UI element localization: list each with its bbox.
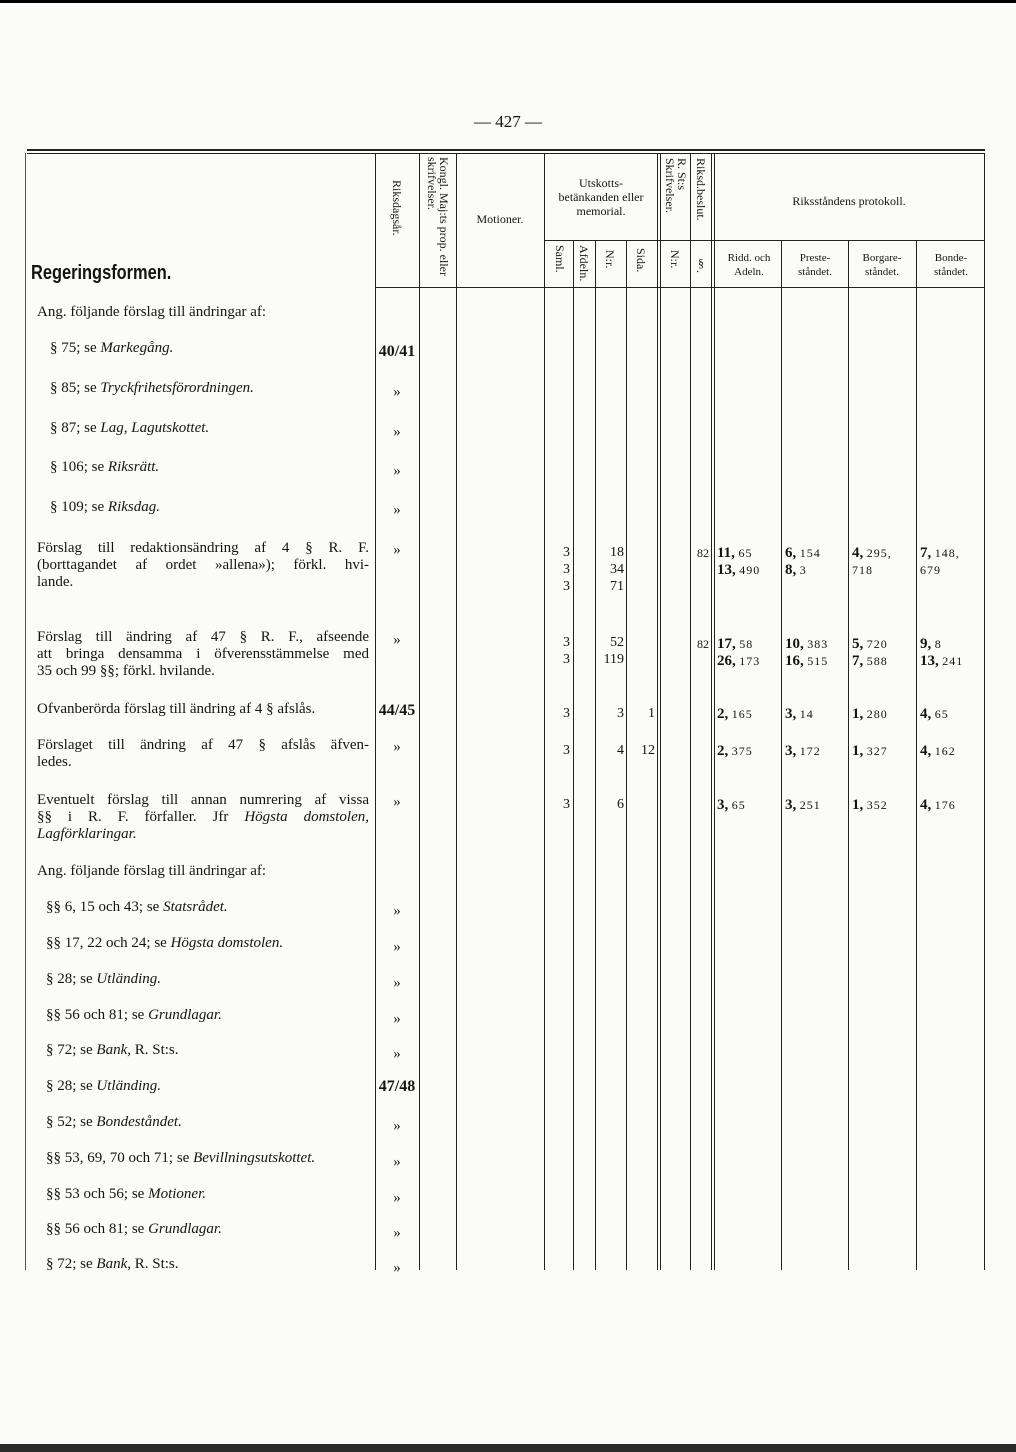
header-kongl-prop: Kongl. Maj:ts prop. eller skrifvelser. bbox=[425, 157, 451, 276]
saml-value: 3 bbox=[563, 635, 570, 650]
saml-value: 3 bbox=[563, 562, 570, 577]
bonde-ref: 9, 8 bbox=[920, 636, 942, 652]
row-entry: § 75; se Markegång. bbox=[50, 340, 174, 356]
header-rst-nr: N:r. bbox=[668, 250, 682, 269]
nr-value: 18 bbox=[610, 545, 624, 560]
para-value: 82 bbox=[697, 637, 709, 651]
borgare-ref: 1, 327 bbox=[852, 743, 888, 759]
para-value: 82 bbox=[697, 546, 709, 560]
nr-value: 6 bbox=[617, 797, 624, 812]
saml-value: 3 bbox=[563, 579, 570, 594]
bonde-ref: 7, 148, bbox=[920, 545, 960, 561]
header-ridd-adeln: Ridd. och Adeln. bbox=[727, 252, 771, 278]
bonde-ref: 4, 65 bbox=[920, 706, 949, 722]
year: » bbox=[393, 424, 401, 440]
saml-value: 3 bbox=[563, 797, 570, 812]
row-entry: Förslag till ändring af 47 § R. F., afseende att bringa densamma i öfverensstämmelse med 35 och 99 §§; förkl. hvilande. bbox=[37, 629, 369, 679]
year: » bbox=[393, 1190, 401, 1206]
header-sida: Sida. bbox=[634, 248, 648, 273]
row-heading: Ang. följande förslag till ändringar af: bbox=[37, 863, 267, 879]
nr-value: 4 bbox=[617, 743, 624, 758]
header-nr: N:r. bbox=[603, 250, 617, 269]
row-entry: §§ 17, 22 och 24; se Högsta domstolen. bbox=[46, 935, 284, 951]
borgare-ref: 718 bbox=[852, 563, 873, 577]
ridd-ref: 3, 65 bbox=[717, 797, 746, 813]
year: » bbox=[393, 1225, 401, 1241]
year: » bbox=[393, 1154, 401, 1170]
preste-ref: 3, 172 bbox=[785, 743, 821, 759]
year: » bbox=[393, 463, 401, 479]
borgare-ref: 4, 295, bbox=[852, 545, 892, 561]
scan-bottom-edge bbox=[0, 1444, 1016, 1452]
nr-value: 3 bbox=[617, 706, 624, 721]
preste-ref: 6, 154 bbox=[785, 545, 821, 561]
nr-value: 119 bbox=[603, 652, 624, 667]
borgare-ref: 1, 352 bbox=[852, 797, 888, 813]
preste-ref: 3, 14 bbox=[785, 706, 814, 722]
year: » bbox=[393, 903, 401, 919]
header-riksd-beslut: Riksd.beslut. bbox=[694, 158, 708, 221]
row-entry: Förslaget till ändring af 47 § afslås äfven- ledes. bbox=[37, 737, 369, 770]
header-motioner: Motioner. bbox=[476, 212, 524, 226]
year: » bbox=[393, 384, 401, 400]
nr-value: 52 bbox=[610, 635, 624, 650]
row-entry: §§ 56 och 81; se Grundlagar. bbox=[46, 1007, 222, 1023]
year: » bbox=[393, 1011, 401, 1027]
year: » bbox=[393, 939, 401, 955]
bonde-ref: 13, 241 bbox=[920, 653, 964, 669]
saml-value: 3 bbox=[563, 652, 570, 667]
ridd-ref: 2, 165 bbox=[717, 706, 753, 722]
header-saml: Saml. bbox=[553, 245, 567, 273]
header-borgare: Borgare-ståndet. bbox=[862, 252, 902, 278]
year: 44/45 bbox=[378, 702, 416, 719]
borgare-ref: 1, 280 bbox=[852, 706, 888, 722]
row-entry: Ofvanberörda förslag till ändring af 4 § afslås. bbox=[37, 701, 316, 717]
page-number: — 427 — bbox=[474, 112, 542, 131]
row-entry: Förslag till redaktionsändring af 4 § R. F. (borttagandet af ordet »allena»); förkl. hvi- lande. bbox=[37, 540, 369, 590]
preste-ref: 8, 3 bbox=[785, 562, 807, 578]
saml-value: 3 bbox=[563, 706, 570, 721]
year: » bbox=[393, 632, 401, 648]
saml-value: 3 bbox=[563, 743, 570, 758]
year: » bbox=[393, 739, 401, 755]
row-entry: § 109; se Riksdag. bbox=[50, 499, 160, 515]
row-entry: § 106; se Riksrätt. bbox=[50, 459, 160, 475]
year: » bbox=[393, 1046, 401, 1062]
header-riksdagsar: Riksdagsår. bbox=[390, 180, 404, 236]
sida-value: 12 bbox=[641, 743, 655, 758]
preste-ref: 16, 515 bbox=[785, 653, 829, 669]
ridd-ref: 2, 375 bbox=[717, 743, 753, 759]
header-afdeln: Afdeln. bbox=[577, 245, 591, 282]
header-para: §. bbox=[694, 256, 708, 273]
row-entry: Eventuelt förslag till annan numrering af vissa §§ i R. F. förfaller. Jfr Högsta domstolen, Lagförklaringar. bbox=[37, 792, 369, 842]
year: » bbox=[393, 1118, 401, 1134]
year: 40/41 bbox=[378, 343, 416, 360]
year: » bbox=[393, 1260, 401, 1276]
section-title: Regeringsformen. bbox=[31, 262, 172, 284]
row-entry: § 72; se Bank, R. St:s. bbox=[46, 1256, 179, 1272]
row-entry: § 28; se Utländing. bbox=[46, 1078, 162, 1094]
ridd-ref: 17, 58 bbox=[717, 636, 754, 652]
borgare-ref: 5, 720 bbox=[852, 636, 888, 652]
row-entry: § 28; se Utländing. bbox=[46, 971, 162, 987]
year: 47/48 bbox=[378, 1078, 416, 1095]
header-rst-skrifvelser: R. St:s Skrifvelser. bbox=[663, 158, 689, 213]
row-entry: §§ 53, 69, 70 och 71; se Bevillningsutskottet. bbox=[46, 1150, 316, 1166]
ridd-ref: 13, 490 bbox=[717, 562, 761, 578]
preste-ref: 3, 251 bbox=[785, 797, 821, 813]
sida-value: 1 bbox=[648, 706, 655, 721]
bonde-ref: 4, 176 bbox=[920, 797, 956, 813]
row-entry: § 72; se Bank, R. St:s. bbox=[46, 1042, 179, 1058]
header-preste: Preste-ståndet. bbox=[798, 252, 832, 278]
row-entry: §§ 56 och 81; se Grundlagar. bbox=[46, 1221, 222, 1237]
bonde-ref: 679 bbox=[920, 563, 941, 577]
row-entry: § 87; se Lag, Lagutskottet. bbox=[50, 420, 210, 436]
year: » bbox=[393, 542, 401, 558]
bonde-ref: 4, 162 bbox=[920, 743, 956, 759]
scan-top-edge bbox=[0, 0, 1016, 3]
saml-value: 3 bbox=[563, 545, 570, 560]
year: » bbox=[393, 975, 401, 991]
nr-value: 34 bbox=[610, 562, 624, 577]
header-utskott: Utskotts-betänkanden eller memorial. bbox=[558, 176, 644, 218]
nr-value: 71 bbox=[610, 579, 624, 594]
ridd-ref: 26, 173 bbox=[717, 653, 761, 669]
year: » bbox=[393, 794, 401, 810]
year: » bbox=[393, 502, 401, 518]
row-heading: Ang. följande förslag till ändringar af: bbox=[37, 304, 267, 320]
row-entry: § 85; se Tryckfrihetsförordningen. bbox=[50, 380, 254, 396]
header-protokoll: Riksståndens protokoll. bbox=[792, 194, 906, 208]
preste-ref: 10, 383 bbox=[785, 636, 829, 652]
ridd-ref: 11, 65 bbox=[717, 545, 753, 561]
row-entry: § 52; se Bondeståndet. bbox=[46, 1114, 182, 1130]
row-entry: §§ 53 och 56; se Motioner. bbox=[46, 1186, 206, 1202]
header-bonde: Bonde-ståndet. bbox=[934, 252, 968, 278]
borgare-ref: 7, 588 bbox=[852, 653, 888, 669]
row-entry: §§ 6, 15 och 43; se Statsrådet. bbox=[46, 899, 228, 915]
